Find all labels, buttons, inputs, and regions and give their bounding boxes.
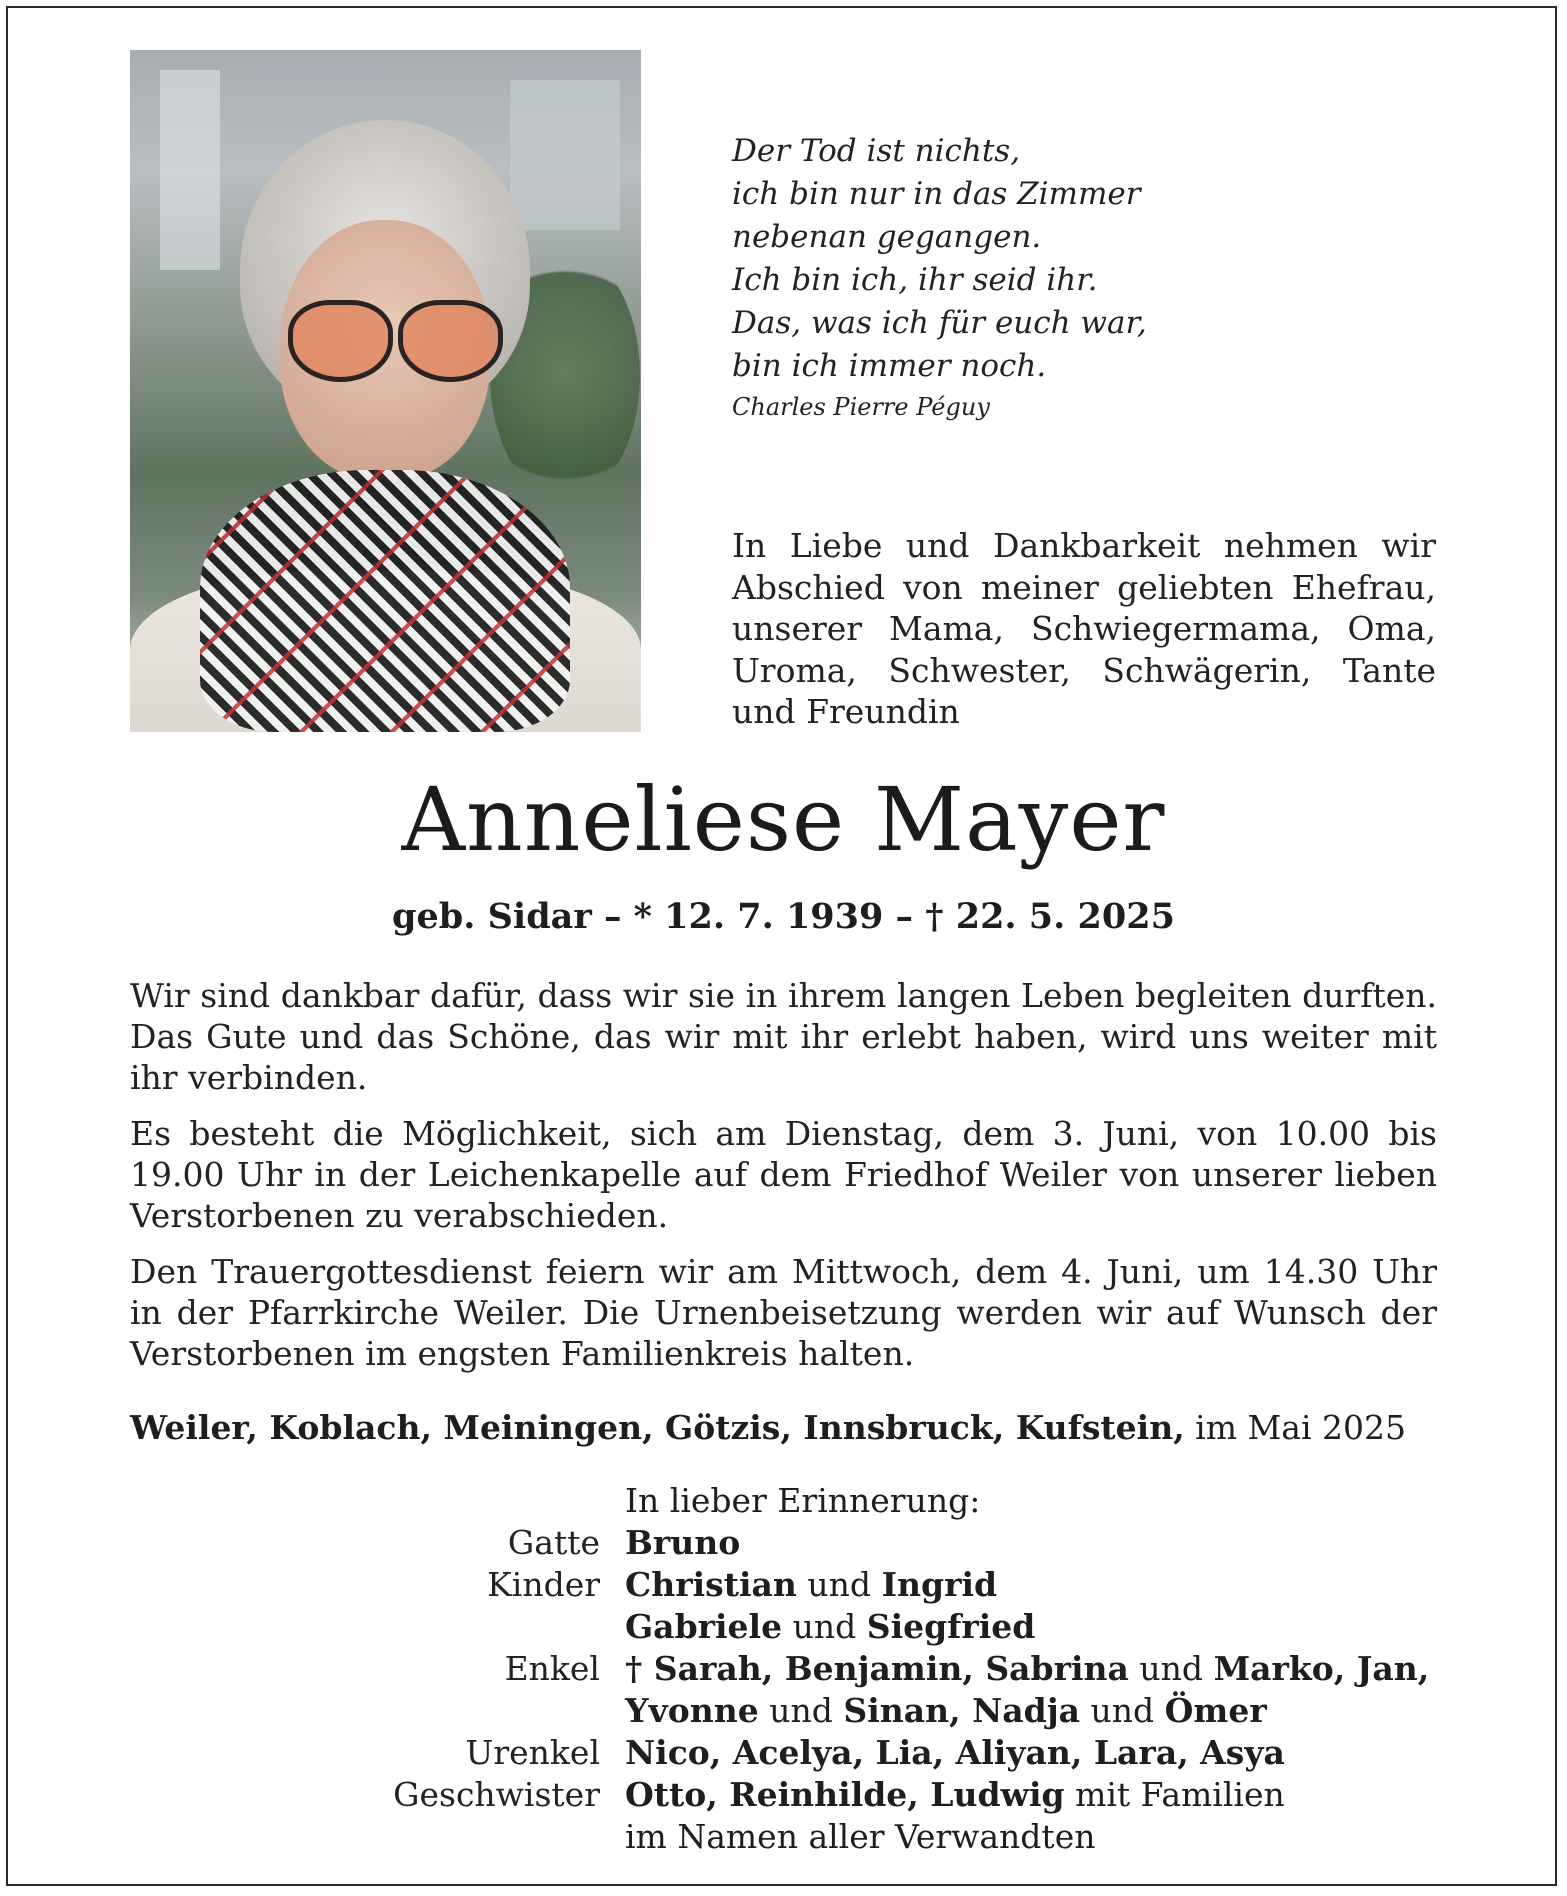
name: Bruno: [625, 1523, 741, 1562]
paragraph-line: Wir sind dankbar dafür, dass wir sie in ihrem langen Leben begleiten durften.: [130, 976, 1437, 1015]
family-names-enkel: [625, 1648, 1429, 1690]
paragraph-line: Es besteht die Möglichkeit, sich am Dienstag, dem 3. Juni, von 10.00 bis: [130, 1114, 1437, 1153]
name: Nico, Acelya, Lia, Aliyan, Lara, Asya: [625, 1733, 1285, 1772]
paragraph-line: in der Pfarrkirche Weiler. Die Urnenbeisetzung werden wir auf Wunsch der: [130, 1293, 1437, 1332]
conjunction: und: [1139, 1649, 1204, 1688]
paragraph-line: Das Gute und das Schöne, das wir mit ihr erlebt haben, wird uns weiter mit: [130, 1017, 1437, 1056]
conjunction: und: [769, 1691, 833, 1730]
family-names-geschwister: [625, 1774, 1285, 1816]
family-label-enkel: Enkel: [504, 1649, 600, 1688]
family-closing: im Namen aller Verwandten: [625, 1817, 1096, 1856]
intro-line: Abschied von meiner geliebten Ehefrau,: [732, 567, 1436, 607]
deceased-name: Anneliese Mayer: [401, 768, 1166, 871]
places-list: Weiler, Koblach, Meiningen, Götzis, Innsbruck, Kufstein,: [130, 1408, 1185, 1447]
name: Marko, Jan,: [1213, 1649, 1430, 1688]
paragraph-line: Verstorbenen zu verabschieden.: [130, 1196, 669, 1235]
name: Ömer: [1164, 1691, 1267, 1730]
poem: [732, 130, 1147, 388]
intro-line: unserer Mama, Schwiegermama, Oma,: [732, 609, 1436, 648]
conjunction: und: [792, 1607, 857, 1646]
conjunction: und: [807, 1565, 872, 1604]
paragraph-farewell: [130, 1113, 1437, 1236]
family-names-kinder-2: [625, 1606, 1035, 1648]
paragraph-service: [130, 1251, 1437, 1374]
poem-line: Der Tod ist nichts,: [732, 133, 1021, 169]
family-names-gatte: [625, 1522, 740, 1564]
intro-line: In Liebe und Dankbarkeit nehmen wir: [732, 526, 1436, 565]
intro-line: Uroma, Schwester, Schwägerin, Tante: [732, 650, 1436, 690]
places-date-line: [130, 1408, 1437, 1447]
poem-line: bin ich immer noch.: [732, 348, 1047, 384]
paragraph-line: 19.00 Uhr in der Leichenkapelle auf dem Friedhof Weiler von unserer lieben: [130, 1155, 1437, 1194]
paragraph-line: ihr verbinden.: [130, 1058, 368, 1097]
poem-line: Das, was ich für euch war,: [732, 305, 1147, 341]
name: † Sarah, Benjamin, Sabrina: [625, 1649, 1129, 1688]
family-label-urenkel: Urenkel: [465, 1733, 600, 1772]
intro-line: und Freundin: [732, 692, 960, 731]
name: Sinan, Nadja: [843, 1691, 1081, 1730]
poem-line: ich bin nur in das Zimmer: [732, 176, 1141, 212]
name: Otto, Reinhilde, Ludwig: [625, 1775, 1065, 1814]
month-year: im Mai 2025: [1184, 1408, 1407, 1447]
name: Siegfried: [866, 1607, 1036, 1646]
life-dates: geb. Sidar – * 12. 7. 1939 – † 22. 5. 2025: [392, 896, 1175, 937]
paragraph-gratitude: [130, 975, 1437, 1098]
poem-line: nebenan gegangen.: [732, 219, 1042, 255]
family-names-enkel-2: [625, 1690, 1267, 1732]
family-label-geschwister: Geschwister: [393, 1775, 600, 1814]
name: Ingrid: [881, 1565, 998, 1604]
portrait-photo: [130, 50, 641, 732]
name: Christian: [625, 1565, 797, 1604]
family-label-gatte: Gatte: [507, 1523, 600, 1562]
poem-author: Charles Pierre Péguy: [732, 393, 990, 421]
suffix: mit Familien: [1064, 1775, 1285, 1814]
family-names-kinder: [625, 1564, 997, 1606]
family-names-urenkel: [625, 1732, 1285, 1774]
poem-line: Ich bin ich, ihr seid ihr.: [732, 262, 1098, 298]
family-heading: In lieber Erinnerung:: [625, 1481, 981, 1520]
family-label-kinder: Kinder: [487, 1565, 600, 1604]
conjunction: und: [1090, 1691, 1155, 1730]
paragraph-line: Den Trauergottesdienst feiern wir am Mittwoch, dem 4. Juni, um 14.30 Uhr: [130, 1252, 1437, 1291]
name: Yvonne: [625, 1691, 759, 1730]
name: Gabriele: [625, 1607, 783, 1646]
paragraph-line: Verstorbenen im engsten Familienkreis halten.: [130, 1334, 915, 1373]
intro-text: [732, 525, 1436, 733]
